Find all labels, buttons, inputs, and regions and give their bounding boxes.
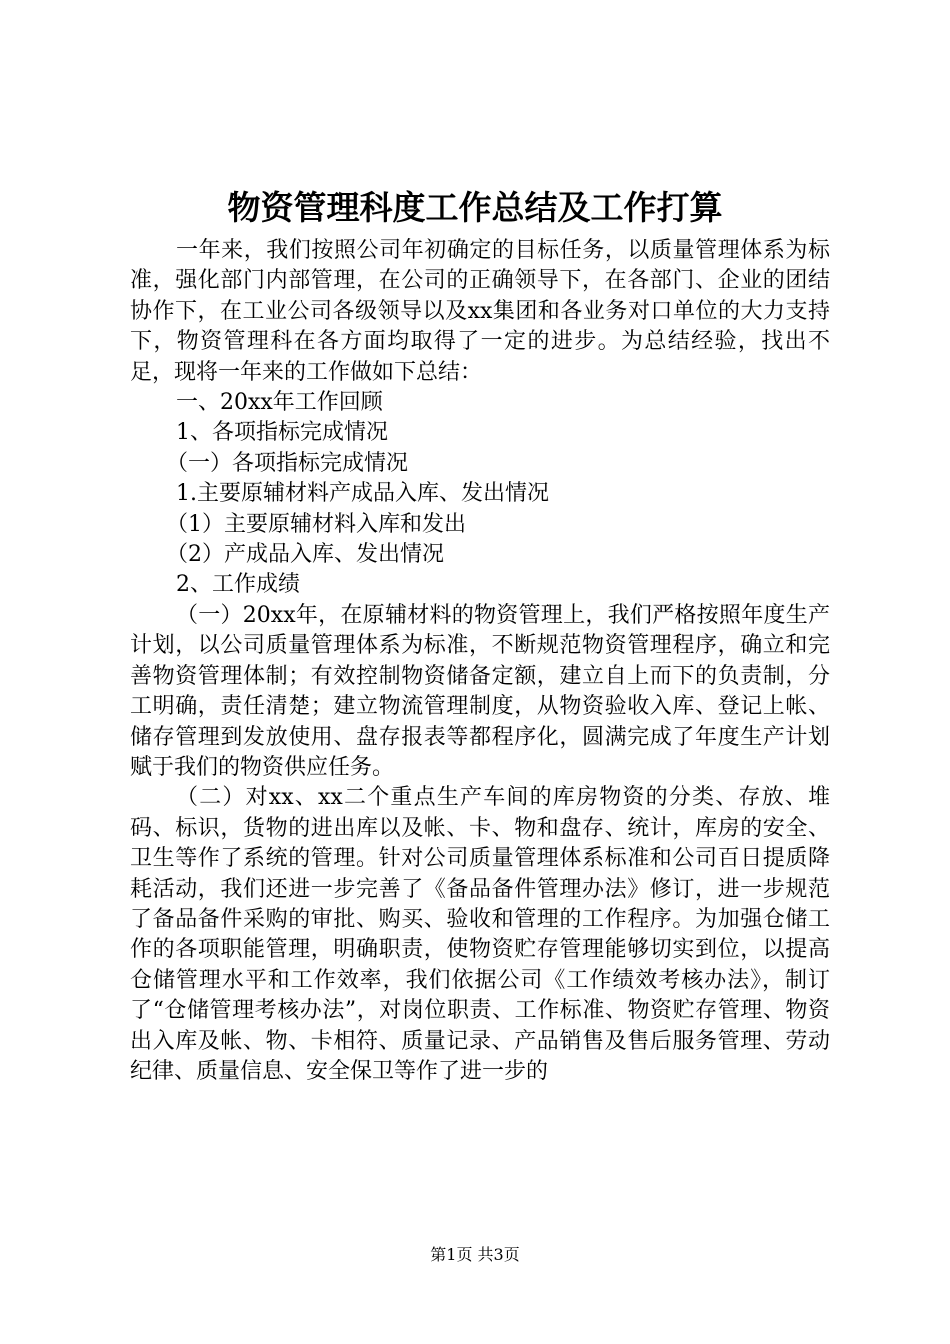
subsection-heading-achievements: 2、工作成绩 [176, 572, 300, 598]
achievement-paragraph-2: （二）对xx、xx二个重点生产车间的库房物资的分类、存放、堆码、标识，货物的进出库以及帐、卡、物和盘存、统计，库房的安全、卫生等作了系统的管理。针对公司质量管理体系标准和公司百日提质降耗活动，我们还进一步完善了《备品备件管理办法》修订，进一步规范了备品备件采购的审批、购买、验收和管理的工作程序。为加强仓储工作的各项职能管理，明确职责，使物资贮存管理能够切实到位，以提高仓储管理水平和工作效率，我们依据公司《工作绩效考核办法》，制订了“仓储管理考核办法”，对岗位职责、工作标准、物资贮存管理、物资出入库及帐、物、卡相符、质量记录、产品销售及售后服务管理、劳动纪律、质量信息、安全保卫等作了进一步的 [130, 785, 830, 1084]
document-title: 物资管理科度工作总结及工作打算 [227, 188, 723, 227]
achievement-paragraph-1: （一）20xx年，在原辅材料的物资管理上，我们严格按照年度生产计划，以公司质量管理体系为标准，不断规范物资管理程序，确立和完善物资管理体制；有效控制物资储备定额，建立自上而下的负责制，分工明确，责任清楚；建立物流管理制度，从物资验收入库、登记上帐、储存管理到发放使用、盘存报表等都程序化，圆满完成了年度生产计划赋于我们的物资供应任务。 [130, 602, 830, 780]
intro-paragraph: 一年来，我们按照公司年初确定的目标任务，以质量管理体系为标准，强化部门内部管理，在公司的正确领导下，在各部门、企业的团结协作下，在工业公司各级领导以及xx集团和各业务对口单位的大力支持下，物资管理科在各方面均取得了一定的进步。为总结经验，找出不足，现将一年来的工作做如下总结： [130, 238, 830, 385]
item-heading-finished-products: （2）产成品入库、发出情况 [166, 542, 444, 568]
document-body [130, 236, 830, 1087]
item-heading-raw-materials: （1）主要原辅材料入库和发出 [166, 511, 466, 537]
page-footer: 第1页 共3页 [430, 1245, 520, 1264]
subsection-heading-indicators: 1、各项指标完成情况 [176, 420, 388, 446]
subsection-heading-indicators-detail: （一）各项指标完成情况 [166, 450, 409, 476]
section-heading-review: 一、20xx年工作回顾 [176, 390, 383, 416]
item-heading-materials: 1.主要原辅材料产成品入库、发出情况 [176, 481, 549, 507]
